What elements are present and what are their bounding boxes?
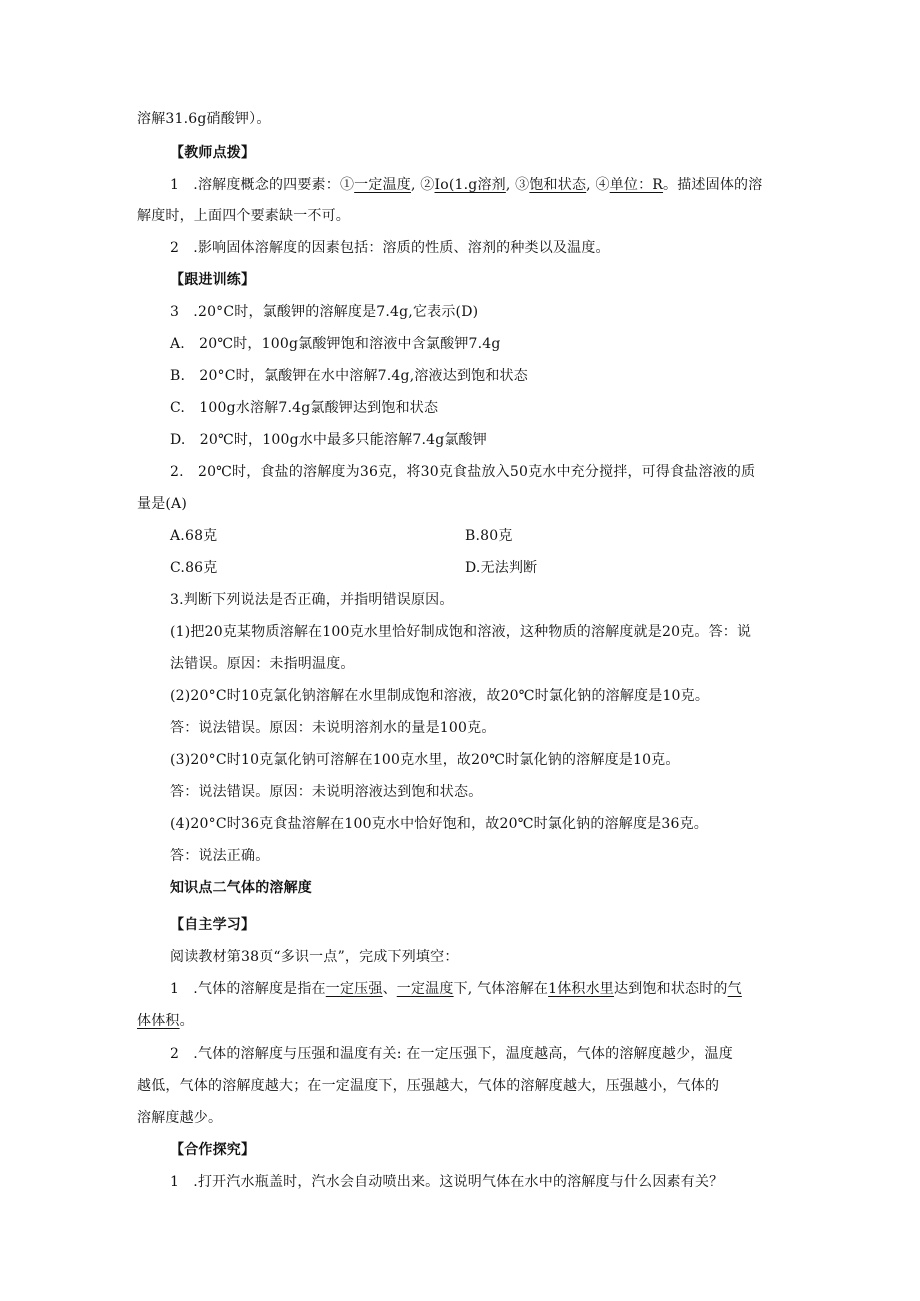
text-run: 、 <box>382 981 397 997</box>
gas-point-1 <box>170 979 742 999</box>
inquiry-question-1: 1 .打开汽水瓶盖时，汽水会自动喷出来。这说明气体在水中的溶解度与什么因素有关？ <box>170 1174 724 1190</box>
question-2: 2. 20℃时，食盐的溶解度为36克，将30克食盐放入50克水中充分搅拌，可得食盐溶液的质 <box>170 464 756 480</box>
text-run: , ② <box>410 177 435 193</box>
option-a: A. 20℃时，100g氯酸钾饱和溶液中含氯酸钾7.4g <box>170 336 501 352</box>
question-2-continued: 量是(A) <box>137 496 188 512</box>
section-heading-follow-training: 【跟进训练】 <box>170 272 256 288</box>
statement-4: (4)20°C时36克食盐溶解在100克水中恰好饱和，故20℃时氯化钠的溶解度是36克。 <box>170 816 708 832</box>
statement-3: (3)20°C时10克氯化钠可溶解在100克水里，故20℃时氯化钠的溶解度是10克。 <box>170 752 680 768</box>
text-run: 。 <box>179 1013 194 1029</box>
option-b: B. 20°C时，氯酸钾在水中溶解7.4g,溶液达到饱和状态 <box>170 368 528 384</box>
text-run: 。描述固体的溶 <box>663 177 763 193</box>
section-heading-teacher-tips: 【教师点拨】 <box>170 145 256 161</box>
option-c: C. 100g水溶解7.4g氯酸钾达到饱和状态 <box>170 400 439 416</box>
section-heading-cooperative-inquiry: 【合作探究】 <box>170 1142 256 1158</box>
underlined-answer: 一定温度 <box>354 177 411 193</box>
underlined-answer: 1体积水里 <box>548 981 615 997</box>
answer-3: 答：说法错误。原因：未说明溶液达到饱和状态。 <box>170 784 483 800</box>
text-run: 下, 气体溶解在 <box>453 981 549 997</box>
underlined-answer: 体体积 <box>137 1013 180 1029</box>
answer-4: 答：说法正确。 <box>170 848 270 864</box>
underlined-answer: 单位：R <box>609 177 664 193</box>
reading-instruction: 阅读教材第38页“多识一点”，完成下列填空： <box>170 949 459 965</box>
underlined-answer: 一定温度 <box>396 981 454 997</box>
tip-1-continued: 解度时，上面四个要素缺一不可。 <box>137 208 350 224</box>
option-d: D. 20℃时，100g水中最多只能溶解7.4g氯酸钾 <box>170 432 487 448</box>
option-a: A.68克 <box>170 528 218 544</box>
underlined-answer: 一定压强 <box>325 981 383 997</box>
section-heading-self-study: 【自主学习】 <box>170 917 256 933</box>
statement-1: (1)把20克某物质溶解在100克水里恰好制成饱和溶液，这种物质的溶解度就是20克。答：说 <box>170 624 752 640</box>
underlined-answer: 饱和状态 <box>529 177 587 193</box>
question-3: 3 .20°C时，氯酸钾的溶解度是7.4g,它表示(D) <box>170 304 479 320</box>
text-line: 溶解31.6g硝酸钾）。 <box>137 111 271 127</box>
text-run: , ④ <box>586 177 610 193</box>
gas-point-2-continued: 越低，气体的溶解度越大；在一定温度下，压强越大，气体的溶解度越大，压强越小，气体的 <box>137 1078 720 1094</box>
underlined-answer: Io(1.g溶剂 <box>434 177 506 193</box>
gas-point-1-continued <box>137 1011 194 1031</box>
tip-1 <box>170 175 762 195</box>
option-c: C.86克 <box>170 560 218 576</box>
option-b: B.80克 <box>465 528 513 544</box>
statement-2: (2)20°C时10克氯化钠溶解在水里制成饱和溶液，故20℃时氯化钠的溶解度是10克。 <box>170 688 710 704</box>
gas-point-2: 2 .气体的溶解度与压强和温度有关: 在一定压强下，温度越高，气体的溶解度越少，温度 <box>170 1046 733 1062</box>
underlined-answer: 气 <box>727 981 742 997</box>
statement-1-continued: 法错误。原因：未指明温度。 <box>170 656 355 672</box>
gas-point-2-continued: 溶解度越少。 <box>137 1110 223 1126</box>
knowledge-point-2-heading: 知识点二气体的溶解度 <box>170 880 312 896</box>
question-3-judgement: 3.判断下列说法是否正确，并指明错误原因。 <box>170 592 454 608</box>
tip-2: 2 .影响固体溶解度的因素包括：溶质的性质、溶剂的种类以及温度。 <box>170 240 610 256</box>
answer-2: 答：说法错误。原因：未说明溶剂水的量是100克。 <box>170 720 496 736</box>
text-run: 达到饱和状态时的 <box>614 981 728 997</box>
text-run: , ③ <box>505 177 530 193</box>
text-run: 1 .气体的溶解度是指在 <box>170 981 326 997</box>
option-d: D.无法判断 <box>465 560 538 576</box>
text-run: 1 .溶解度概念的四要素：① <box>170 177 355 193</box>
